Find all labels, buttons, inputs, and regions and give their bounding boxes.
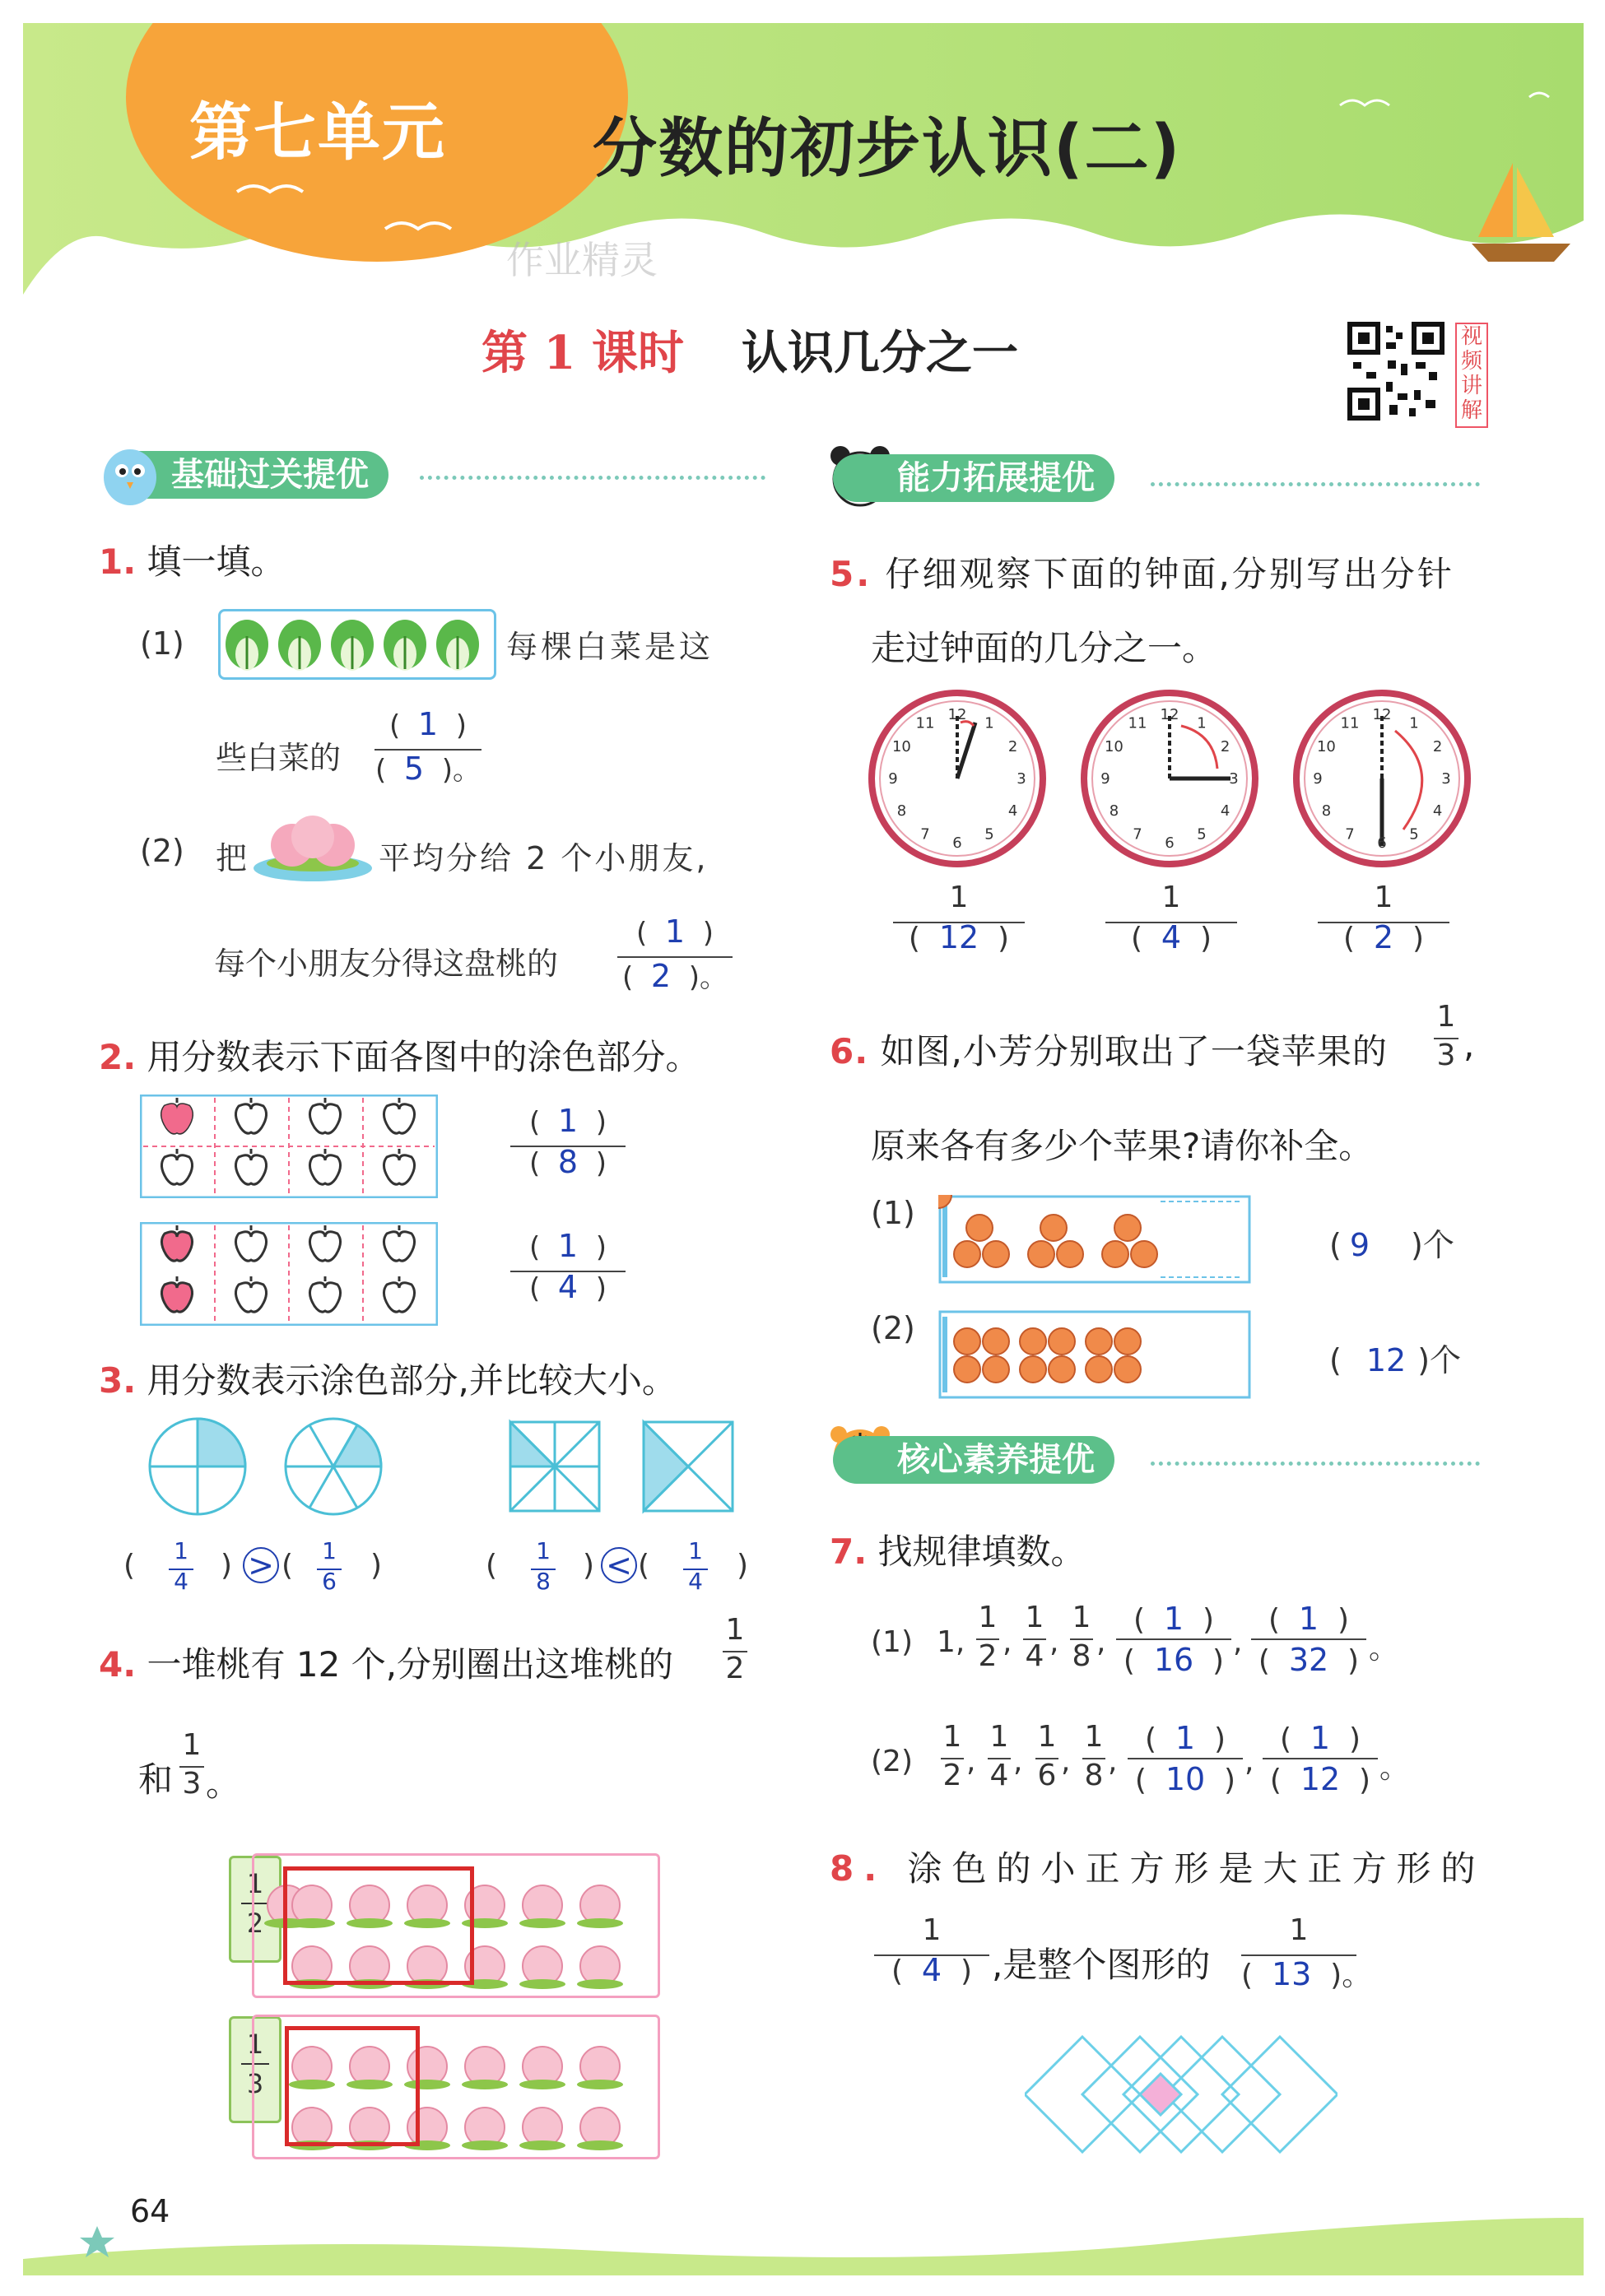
q7-sequence-1: (1) 1, 1 2 , 1 4 , 1 8 , ( 1 ) ( 16 ) , ( 1 ) ( 32 ) 。 bbox=[871, 1601, 1399, 1678]
clock-numeral: 11 bbox=[915, 714, 935, 732]
clock-numeral: 6 bbox=[952, 834, 962, 852]
q6-heading: 6. 如图,小芳分别取出了一袋苹果的 bbox=[830, 1031, 1388, 1071]
section-core-label: 核心素养提优 bbox=[833, 1436, 1114, 1484]
q8-text-b: ,是整个图形的 bbox=[992, 1945, 1211, 1985]
clock-numeral: 8 bbox=[1321, 802, 1332, 820]
q6-fraction: 1 3 bbox=[1434, 1000, 1458, 1072]
lesson-number: 第 1 课时 bbox=[482, 326, 684, 380]
clock-numeral: 4 bbox=[1007, 802, 1018, 820]
clock-numeral: 10 bbox=[891, 738, 911, 755]
q7-sequence-2: (2) 1 2 , 1 4 , 1 6 , 1 8 , ( 1 ) ( 10 ) , ( 1 ) ( 12 ) 。 bbox=[871, 1720, 1410, 1797]
apple-grid-2 bbox=[140, 1222, 438, 1326]
apple-grid-1 bbox=[140, 1095, 438, 1198]
lesson-title bbox=[482, 317, 1018, 383]
q6-answer-1: ( 9 )个 bbox=[1329, 1227, 1454, 1263]
qr-code-icon[interactable] bbox=[1347, 321, 1445, 421]
q3-heading: 3. 用分数表示涂色部分,并比较大小。 bbox=[99, 1360, 677, 1401]
clocks bbox=[868, 690, 1494, 871]
q8-answer-1: 1 ( 4 ) bbox=[874, 1913, 989, 1988]
clock-numeral: 9 bbox=[888, 770, 898, 788]
q8-heading: 8. 涂色的小正方形是大正方形的 bbox=[830, 1848, 1486, 1889]
clock-numeral: 1 bbox=[1409, 714, 1419, 732]
bird-mascot-icon bbox=[97, 436, 163, 510]
q3-compare-2: ( 1 8 ) < ( 1 4 ) bbox=[486, 1537, 749, 1595]
chapter-title: 分数的初步认识(二) bbox=[593, 112, 1182, 186]
q4-fraction-third: 1 3 bbox=[179, 1728, 204, 1801]
watermark: 作业精灵 bbox=[506, 238, 658, 282]
q6-answer-2: ( 12 )个 bbox=[1329, 1342, 1462, 1378]
page-footer bbox=[23, 2201, 1584, 2275]
q1-part1-text-b: 些白菜的 bbox=[216, 740, 342, 776]
cabbage-icons bbox=[221, 611, 494, 677]
clock-numeral: 12 bbox=[1372, 706, 1392, 723]
clock-numeral: 10 bbox=[1104, 738, 1124, 755]
lesson-name: 认识几分之一 bbox=[741, 326, 1018, 380]
clock-numeral: 11 bbox=[1128, 714, 1147, 732]
clock-numeral: 4 bbox=[1432, 802, 1443, 820]
q6-comma: , bbox=[1463, 1025, 1475, 1065]
q2-heading: 2. 用分数表示下面各图中的涂色部分。 bbox=[99, 1037, 700, 1077]
q3-shapes bbox=[140, 1415, 765, 1522]
apple-bag-2 bbox=[938, 1310, 1251, 1399]
divider-dots bbox=[420, 476, 765, 480]
q4-heading: 4. 一堆桃有 12 个,分别圈出这堆桃的 bbox=[99, 1644, 674, 1685]
q8-answer-2: 1 ( 13 )。 bbox=[1241, 1913, 1372, 1992]
clock-numeral: 3 bbox=[1229, 770, 1239, 788]
clock-numeral: 12 bbox=[947, 706, 967, 723]
page-number: 64 bbox=[130, 2193, 170, 2229]
clock-numeral: 3 bbox=[1441, 770, 1451, 788]
clock-numeral: 8 bbox=[896, 802, 907, 820]
q5-heading: 5. 仔细观察下面的钟面,分别写出分针 bbox=[830, 554, 1454, 594]
q4-and: 和 bbox=[138, 1759, 174, 1800]
clock-numeral: 7 bbox=[1133, 825, 1142, 844]
q1-part1-fraction: ( 1 ) ( 5 )。 bbox=[375, 706, 481, 787]
q3-compare-1: ( 1 4 ) > ( 1 6 ) bbox=[123, 1537, 383, 1595]
peach-plate-icon bbox=[251, 811, 374, 885]
clock-numeral: 8 bbox=[1109, 802, 1119, 820]
q5-answer-3: 1 ( 2 ) bbox=[1318, 881, 1449, 955]
divider-dots bbox=[1151, 1462, 1480, 1466]
q4-period: 。 bbox=[206, 1764, 241, 1804]
clock-numeral: 7 bbox=[1345, 825, 1355, 844]
q1-part1-text-a: 每棵白菜是这 bbox=[506, 629, 714, 665]
clock-numeral: 3 bbox=[1016, 770, 1026, 788]
q1-part2-label: (2) bbox=[140, 833, 184, 869]
clock-numeral: 2 bbox=[1432, 738, 1443, 755]
q1-heading: 1. 填一填。 bbox=[99, 541, 286, 582]
section-core bbox=[833, 1436, 1114, 1484]
clock-numeral: 4 bbox=[1220, 802, 1230, 820]
q5-text-b: 走过钟面的几分之一。 bbox=[871, 628, 1217, 668]
q4-fraction-half: 1 2 bbox=[723, 1613, 747, 1685]
q8-diamond-figure bbox=[1025, 2033, 1338, 2156]
clock-numeral: 1 bbox=[1197, 714, 1207, 732]
q1-part1-label: (1) bbox=[140, 625, 184, 662]
clock-numeral: 5 bbox=[1409, 825, 1419, 844]
q1-part2-text-b: 平均分给 2 个小朋友, bbox=[379, 840, 709, 876]
video-label[interactable]: 视频讲解 bbox=[1455, 323, 1488, 428]
q1-part2-fraction: ( 1 ) ( 2 )。 bbox=[617, 913, 733, 995]
clock-numeral: 11 bbox=[1340, 714, 1360, 732]
clock-numeral: 1 bbox=[984, 714, 994, 732]
q6-text-b: 原来各有多少个苹果?请你补全。 bbox=[871, 1126, 1374, 1166]
q2-answer-2: ( 1 ) ( 4 ) bbox=[510, 1228, 626, 1305]
clock-numeral: 2 bbox=[1007, 738, 1018, 755]
clock-numeral: 5 bbox=[1197, 825, 1207, 844]
clock-numeral: 10 bbox=[1316, 738, 1336, 755]
q5-answer-2: 1 ( 4 ) bbox=[1105, 881, 1237, 955]
clock-numeral: 7 bbox=[920, 825, 930, 844]
q5-answer-1: 1 ( 12 ) bbox=[893, 881, 1025, 955]
clock-numeral: 9 bbox=[1313, 770, 1323, 788]
q4-circle-third bbox=[285, 2026, 420, 2146]
clock-numeral: 6 bbox=[1165, 834, 1175, 852]
apple-bag-1 bbox=[938, 1195, 1251, 1284]
section-basic-label: 基础过关提优 bbox=[107, 451, 388, 499]
clock-numeral: 12 bbox=[1160, 706, 1179, 723]
q6-part1-label: (1) bbox=[871, 1195, 915, 1231]
q4-circle-half bbox=[283, 1866, 474, 1985]
section-ability-label: 能力拓展提优 bbox=[833, 454, 1114, 502]
footer-background bbox=[23, 2201, 1584, 2275]
q6-part2-label: (2) bbox=[871, 1310, 915, 1346]
q1-part2-text-a: 把 bbox=[216, 840, 248, 876]
q4-label-half: 1 2 bbox=[229, 1856, 281, 1963]
unit-title: 第七单元 bbox=[189, 95, 446, 169]
cabbage-box bbox=[218, 609, 496, 680]
clock-numeral: 2 bbox=[1220, 738, 1230, 755]
clock-numeral: 5 bbox=[984, 825, 994, 844]
q7-heading: 7. 找规律填数。 bbox=[830, 1531, 1086, 1572]
divider-dots bbox=[1151, 482, 1480, 486]
section-ability bbox=[833, 454, 1114, 502]
clock-numeral: 6 bbox=[1377, 834, 1387, 852]
clock-numeral: 9 bbox=[1100, 770, 1110, 788]
q2-answer-1: ( 1 ) ( 8 ) bbox=[510, 1103, 626, 1180]
q4-label-third: 1 3 bbox=[229, 2016, 281, 2123]
q1-part2-text-c: 每个小朋友分得这盘桃的 bbox=[214, 946, 559, 982]
